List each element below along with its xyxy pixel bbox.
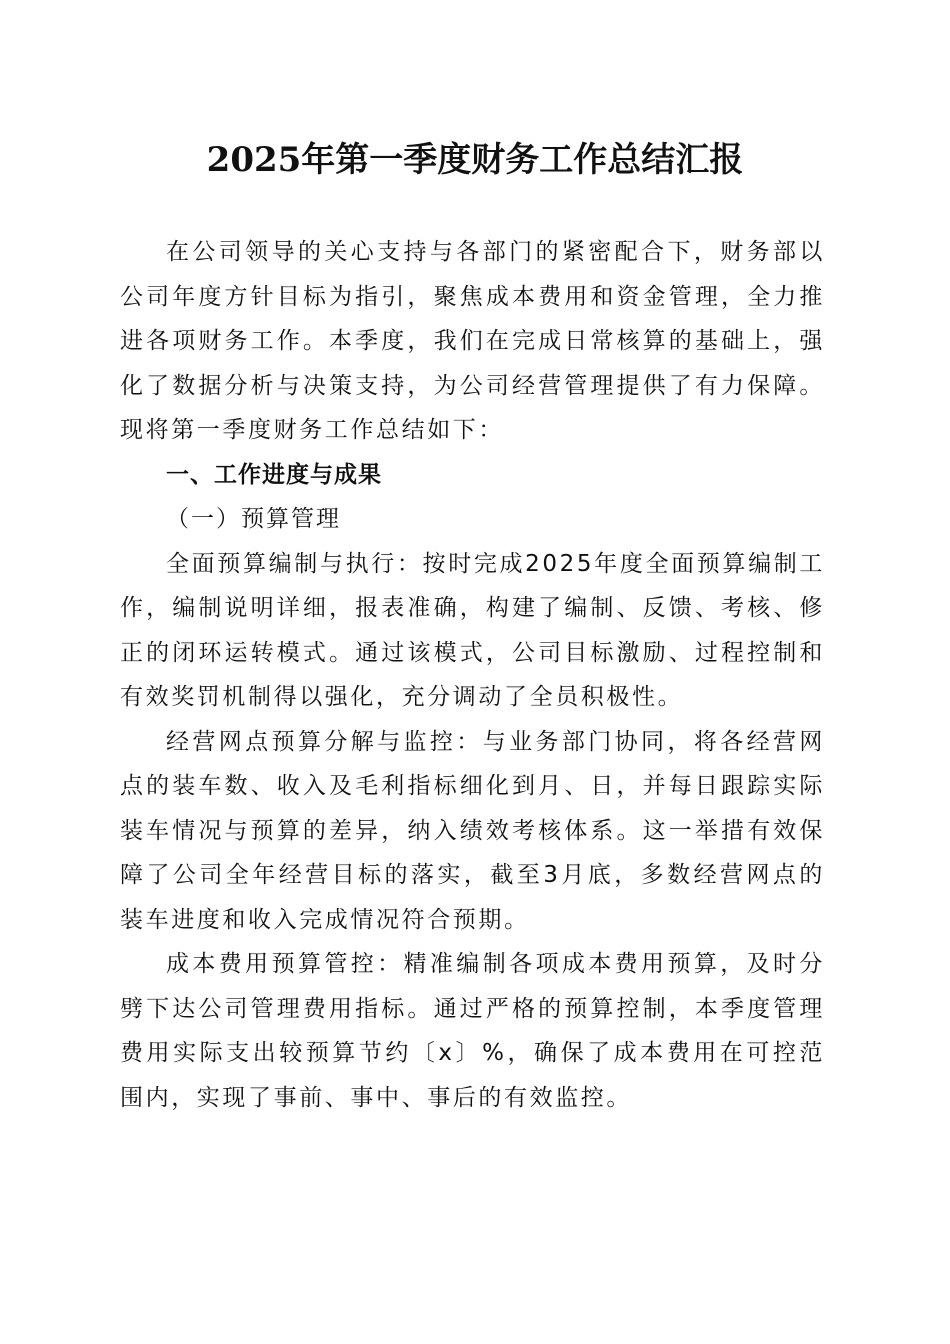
subsection-heading: （一）预算管理 xyxy=(166,506,341,532)
intro-paragraph: 在公司领导的关心支持与各部门的紧密配合下，财务部以公司年度方针目标为指引，聚焦成本费用和资金管理，全力推进各项财务工作。本季度，我们在完成日常核算的基础上，强化了数据分析与决策支持，为公司经营管理提供了有力保障。现将第一季度财务工作总结如下： xyxy=(120,239,825,443)
budget-paragraph: 全面预算编制与执行：按时完成2025年度全面预算编制工作，编制说明详细，报表准确，构建了编制、反馈、考核、修正的闭环运转模式。通过该模式，公司目标激励、过程控制和有效奖罚机制得以强化，充分调动了全员积极性。 xyxy=(120,550,825,710)
cost-paragraph: 成本费用预算管控：精准编制各项成本费用预算，及时分劈下达公司管理费用指标。通过严格的预算控制，本季度管理费用实际支出较预算节约〔x〕%，确保了成本费用在可控范围内，实现了事前、事中、事后的有效监控。 xyxy=(120,951,825,1111)
section-heading: 一、工作进度与成果 xyxy=(166,461,382,488)
document-body xyxy=(120,230,825,1120)
document-title: 2025年第一季度财务工作总结汇报 xyxy=(206,140,744,180)
outlets-paragraph: 经营网点预算分解与监控：与业务部门协同，将各经营网点的装车数、收入及毛利指标细化到月、日，并每日跟踪实际装车情况与预算的差异，纳入绩效考核体系。这一举措有效保障了公司全年经营目标的落实，截至3月底，多数经营网点的装车进度和收入完成情况符合预期。 xyxy=(120,728,825,933)
